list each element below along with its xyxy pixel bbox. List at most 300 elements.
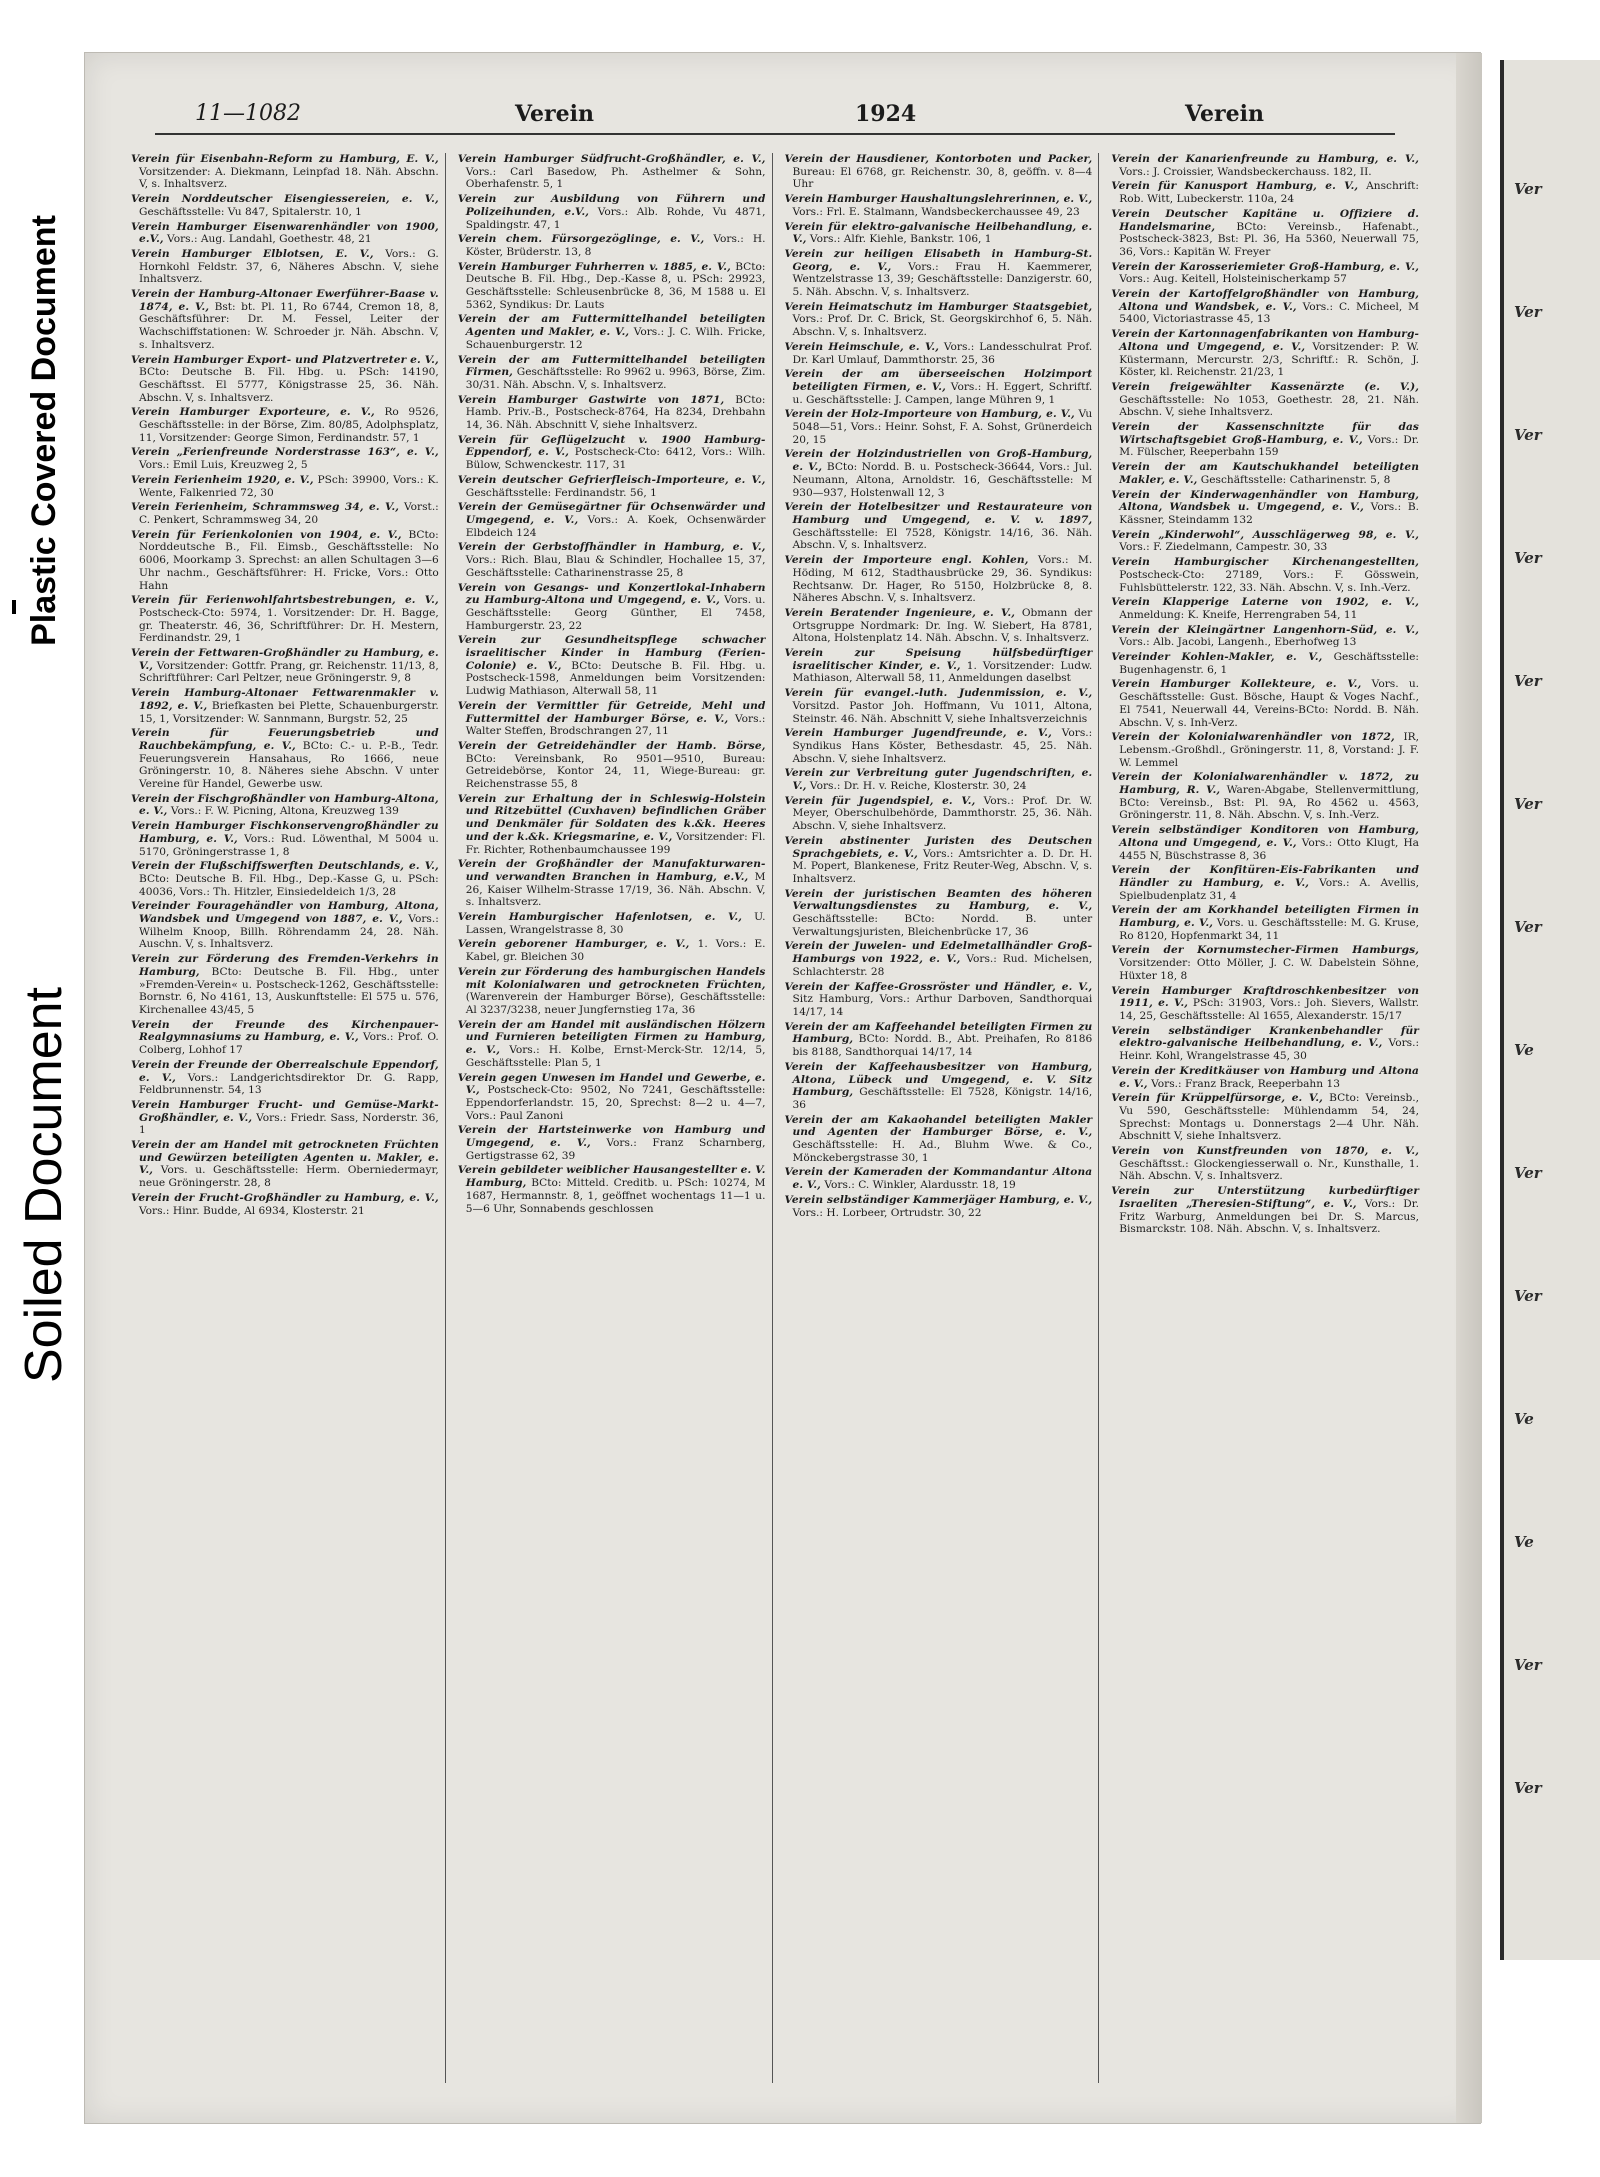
directory-entry: [785, 341, 1093, 366]
page-number: 11—1082: [195, 101, 301, 126]
entry-name: Verein der Kartonnagenfabrikanten von Hamburg-Altona und Umgegend, e. V.,: [1111, 328, 1419, 353]
entry-details: Vorsitzender: P. W. Küstermann, Mercurstr. 2/3, Schriftf.: R. Schön, J. Köster, kl. Reichenstr. 21/23, 1: [1119, 340, 1419, 379]
entry-name: Verein der Kanarienfreunde zu Hamburg, e. V.,: [1111, 153, 1419, 165]
entry-details: BCto: Deutsche B. Fil. Hbg., Dep.-Kasse 8, u. PSch: 29923, Geschäftsstelle: Schleusenbrücke 8, 36, M 1588 u. El 5362, Syndikus: Dr. Lauts: [465, 260, 766, 311]
entry-details: Vors.: H. Köster, Brüderstr. 13, 8: [465, 233, 766, 258]
directory-entry: [785, 727, 1093, 765]
entry-details: PSch: 39900, Vors.: K. Wente, Falkenried 72, 30: [139, 473, 439, 499]
entry-name: Verein zur Gesundheitspflege schwacher israelitischer Kinder in Hamburg (Ferien-Colonie) e. V.,: [457, 634, 766, 672]
entry-name: Verein der Kolonialwarenhändler von 1872,: [1111, 731, 1395, 744]
entry-details: Vors.: Prof. O. Colberg, Lohhof 17: [139, 1031, 439, 1057]
entry-details: Vorsitzender: Gottfr. Prang, gr. Reichenstr. 11/13, 8, Schriftführer: Carl Peltzer, neue Gröningerstr. 9, 8: [139, 659, 439, 685]
entry-name: Verein der am Kaffeehandel beteiligten Firmen zu Hamburg,: [784, 1020, 1093, 1046]
directory-entry: [131, 406, 439, 444]
entry-details: Vors.: B. Kässner, Steindamm 132: [1119, 501, 1419, 526]
entry-name: Verein „Kinderwohl“, Ausschlägerweg 98, e. V.,: [1111, 528, 1419, 541]
adjacent-page-fragment: Ver: [1514, 1656, 1542, 1674]
directory-entry: [131, 1099, 439, 1137]
entry-name: Verein Heimatschutz im Hamburger Staatsgebiet,: [784, 300, 1093, 313]
entry-name: Verein Hamburger Eisenwarenhändler von 1900, e.V.,: [131, 220, 439, 246]
entry-details: Waren-Abgabe, Stellenvermittlung, BCto: Vereinsb., Bst: Pl. 9A, Ro 4562 u. 4563, Gröningerstr. 11, 8. Näh. Abschn. V, s. Inh.-Verz.: [1119, 784, 1420, 822]
adjacent-page-edge: [1500, 60, 1600, 1960]
plastic-covered-label: [0, 150, 88, 710]
entry-details: Vors. u. Geschäftsstelle: Gust. Bösche, Haupt & Voges Nachf., El 7541, Neuerwall 44, Vereins-BCto: Nordd. B. Näh. Abschn. V, s. Inh-Verz.: [1119, 678, 1420, 729]
directory-entry: [785, 940, 1093, 978]
entry-name: Verein der Vermittler für Getreide, Mehl und Futtermittel der Hamburger Börse, e. V.,: [457, 699, 766, 725]
entry-name: Verein chem. Fürsorgezöglinge, e. V.,: [457, 233, 705, 246]
directory-entry: [131, 1192, 439, 1217]
entry-name: Verein zur heiligen Elisabeth in Hamburg-St. Georg, e. V.,: [784, 247, 1093, 273]
entry-details: Geschäftsstelle: H. Ad., Bluhm Wwe. & Co., Mönckebergstrasse 30, 1: [792, 1139, 1093, 1164]
entry-name: Verein Beratender Ingenieure, e. V.,: [784, 606, 1016, 619]
entry-name: Verein Hamburgischer Hafenlotsen, e. V.,: [457, 911, 743, 924]
directory-entry: [458, 354, 766, 392]
entry-details: M 26, Kaiser Wilhelm-Strasse 17/19, 36. Näh. Abschn. V, s. Inhaltsverz.: [465, 870, 766, 909]
entry-name: Verein Hamburger Haushaltungslehrerinnen, e. V.,: [784, 193, 1093, 206]
entry-details: Vors.: Alfr. Kiehle, Bankstr. 106, 1: [809, 233, 992, 246]
entry-details: Postscheck-Cto: 9502, No 7241, Geschäftsstelle: Eppendorferlandstr. 15, 20, Sprechst: 8—2 u. 4—7, Vors.: Paul Zanoni: [465, 1084, 766, 1122]
adjacent-page-fragment: Ve: [1514, 1410, 1534, 1428]
entry-details: Vors.: Rud. Löwenthal, M 5004 u. 5170, Gröningerstrasse 1, 8: [139, 832, 439, 858]
entry-details: BCto: Hamb. Priv.-B., Postscheck-8764, Ha 8234, Drehbahn 14, 36. Näh. Abschnitt V, siehe Inhaltsverz.: [465, 393, 766, 432]
entry-name: Verein Heimschule, e. V.,: [784, 340, 939, 353]
entry-details: BCto: Vereinsb., Vu 590, Geschäftsstelle: Mühlendamm 54, 24, Sprechst: Montags u. Donnerstags 2—4 Uhr. Näh. Abschnitt V, siehe Inhaltsverz.: [1119, 1092, 1419, 1143]
directory-entry: [458, 911, 766, 936]
entry-name: Verein der Hotelbesitzer und Restaurateure von Hamburg und Umgegend, e. V. v. 1897,: [784, 501, 1093, 526]
directory-entry: [785, 368, 1093, 406]
entry-name: Verein Hamburger Frucht- und Gemüse-Markt-Großhändler, e. V.,: [131, 1098, 439, 1124]
directory-entry: [785, 1194, 1093, 1219]
entry-details: Geschäftsstelle: BCto: Nordd. B. unter Verwaltungsjuristen, Bleichenbrücke 17, 36: [792, 913, 1093, 938]
directory-entry: [785, 1021, 1093, 1059]
entry-name: Verein der Hausdiener, Kontorboten und Packer,: [784, 153, 1093, 165]
directory-entry: [1111, 381, 1419, 419]
directory-entry: [458, 1124, 766, 1162]
directory-entry: [1111, 421, 1419, 459]
entry-name: Verein der am Handel mit getrockneten Früchten und Gewürzen beteiligten Agenten u. Makler, e. V.,: [131, 1139, 439, 1177]
directory-entry: [785, 554, 1093, 605]
entry-details: Bst: bt. Pl. 11, Ro 6744, Cremon 18, 8, Geschäftsführer: Dr. M. Fessel, Leiter der Wachschiffstationen: W. Schroeder jr. Näh. Abschn. V, s. Inhaltsverz.: [139, 300, 439, 351]
entry-details: Vors.: Frl. E. Stalmann, Wandsbeckerchaussee 49, 23: [792, 205, 1080, 218]
entry-name: Verein „Ferienfreunde Norderstrasse 163“, e. V.,: [131, 446, 439, 459]
entry-name: Verein gegen Unwesen im Handel und Gewerbe, e. V.,: [457, 1071, 766, 1097]
entry-name: Verein der Frucht-Großhändler zu Hamburg, e. V.,: [131, 1191, 439, 1204]
entry-name: Vereinder Fouragehändler von Hamburg, Altona, Wandsbek und Umgegend von 1887, e. V.,: [131, 900, 439, 926]
directory-entry: [131, 248, 439, 286]
directory-entry: [458, 1072, 766, 1123]
entry-name: Verein selbständiger Krankenbehandler für elektro-galvanische Heilbehandlung, e. V.,: [1111, 1024, 1419, 1050]
entry-name: Verein Hamburger Export- und Platzvertreter e. V.,: [131, 353, 439, 366]
directory-entry: [1111, 1092, 1419, 1143]
entry-name: Verein der Kaffeehausbesitzer von Hamburg, Altona, Lübeck und Umgegend, e. V. Sitz Hamburg,: [784, 1060, 1093, 1099]
header-year: 1924: [855, 101, 917, 127]
entry-name: Verein der Konfitüren-Eis-Fabrikanten und Händler zu Hamburg, e. V.,: [1111, 864, 1419, 889]
entry-name: Verein der Holz-Importeure von Hamburg, e. V.,: [784, 408, 1075, 421]
entry-name: Verein Hamburger Fuhrherren v. 1885, e. V.,: [457, 260, 731, 273]
entry-details: Postscheck-Cto: 6412, Vors.: Wilh. Bülow, Schwenckestr. 117, 31: [465, 446, 766, 472]
entry-details: Vors.: Aug. Landahl, Goethestr. 48, 21: [167, 233, 372, 246]
directory-entry: [785, 501, 1093, 552]
soiled-document-text: Soiled Document: [15, 987, 73, 1383]
entry-name: Verein der am Futtermittelhandel beteiligten Agenten und Makler, e. V.,: [457, 313, 766, 339]
entry-name: Verein selbständiger Kammerjäger Hamburg, e. V.,: [784, 1193, 1093, 1206]
directory-columns: [125, 153, 1425, 2083]
directory-entry: [458, 153, 766, 191]
directory-entry: [458, 938, 766, 963]
entry-name: Verein zur Förderung des hamburgischen Handels mit Kolonialwaren und getrockneten Früchten,: [457, 965, 766, 991]
entry-name: Verein der am Kakaohandel beteiligten Makler und Agenten der Hamburger Börse, e. V.,: [784, 1113, 1093, 1139]
entry-name: Verein selbständiger Konditoren von Hamburg, Altona und Umgegend, e. V.,: [1111, 824, 1419, 849]
entry-name: Verein für Geflügelzucht v. 1900 Hamburg-Eppendorf, e. V.,: [457, 433, 766, 459]
directory-entry: [458, 193, 766, 231]
entry-details: Vors.: Franz Brack, Reeperbahn 13: [1151, 1077, 1340, 1090]
entry-details: Vorst.: C. Penkert, Schrammsweg 34, 20: [139, 501, 439, 526]
entry-name: Verein der Freunde der Oberrealschule Eppendorf, e. V.,: [131, 1058, 439, 1084]
directory-entry: [131, 1059, 439, 1097]
directory-entry: [131, 354, 439, 405]
entry-name: Verein Hamburg-Altonaer Fettwarenmakler v. 1892, e. V.,: [131, 687, 439, 712]
entry-details: BCto: Norddeutsche B., Fil. Eimsb., Geschäftsstelle: No 6006, Moorkamp 3. Sprechst: an allen Schultagen 3—6 Uhr nachm., Geschäftsführer: H. Fricke, Vors.: Otto Hahn: [139, 528, 439, 592]
entry-details: Vors.: Dr. M. Fülscher, Reeperbahn 159: [1119, 433, 1419, 459]
entry-details: IR, Lebensm.-Großhdl., Gröningerstr. 11, 8, Vorstand: J. F. W. Lemmel: [1119, 731, 1419, 769]
directory-entry: [785, 647, 1093, 685]
entry-details: Vors.: Wilhelm Knoop, Billh. Röhrendamm 24, 28. Näh. Auschn. V, s. Inhaltsverz.: [139, 913, 439, 951]
entry-details: Vors.: Walter Steffen, Brodschrangen 27, 11: [465, 712, 766, 738]
directory-entry: [1111, 180, 1419, 205]
directory-entry: [1111, 529, 1419, 554]
directory-entry: [1111, 651, 1419, 676]
entry-details: 1. Vorsitzender: Ludw. Mathiason, Alterwall 58, 11, Anmeldungen daselbst: [792, 659, 1093, 685]
directory-entry: [1111, 771, 1419, 822]
entry-details: Vorsitzd. Pastor Joh. Hoffmann, Vu 1011, Altona, Steinstr. 46. Näh. Abschnitt V, siehe Inhaltsverzeichnis: [792, 699, 1093, 725]
directory-entry: [785, 981, 1093, 1019]
directory-entry: [1111, 1025, 1419, 1063]
directory-entry: [458, 233, 766, 258]
directory-entry: [131, 900, 439, 951]
entry-details: Vors.: C. Winkler, Alardusstr. 18, 19: [824, 1179, 1016, 1192]
entry-name: Verein der Freunde des Kirchenpauer-Realgymnasiums zu Hamburg, e. V.,: [131, 1018, 439, 1044]
header-left-word: Verein: [515, 101, 594, 127]
adjacent-page-fragment: Ver: [1514, 672, 1542, 690]
directory-entry: [1111, 288, 1419, 326]
directory-entry: [785, 1061, 1093, 1112]
entry-details: Ro 9526, Geschäftsstelle: in der Börse, Zim. 80/85, Adolphsplatz, 11, Vorsitzender: George Simon, Ferdinandstr. 57, 1: [139, 406, 439, 444]
directory-entry: [1111, 153, 1419, 178]
entry-details: Vors.: Alb. Jacobi, Langenh., Eberhofweg 13: [1119, 636, 1357, 649]
entry-name: Verein zur Speisung hülfsbedürftiger israelitischer Kinder, e. V.,: [784, 647, 1093, 672]
entry-details: Vors.: H. Kolbe, Ernst-Merck-Str. 12/14, 5, Geschäftsstelle: Plan 5, 1: [465, 1044, 766, 1069]
entry-details: BCto: Nordd. B., Abt. Preihafen, Ro 8186 bis 8188, Sandthorquai 14/17, 14: [792, 1033, 1093, 1059]
entry-details: Anmeldung: K. Kneife, Herrengraben 54, 11: [1119, 608, 1358, 621]
entry-name: Verein der Kreditkäuser von Hamburg und Altona e. V.,: [1111, 1064, 1419, 1090]
entry-details: PSch: 31903, Vors.: Joh. Sievers, Wallstr. 14, 25, Geschäftsstelle: Al 1655, Alexanderstr. 15/17: [1119, 997, 1420, 1022]
directory-entry: [1111, 824, 1419, 862]
directory-entry: [1111, 596, 1419, 621]
entry-name: Verein der Importeure engl. Kohlen,: [784, 554, 1029, 567]
entry-details: Vors.: Friedr. Sass, Norderstr. 36, 1: [139, 1111, 439, 1137]
entry-name: Verein Ferienheim 1920, e. V.,: [131, 473, 314, 486]
entry-name: Verein Hamburger Elblotsen, E. V.,: [131, 247, 374, 260]
directory-entry: [458, 966, 766, 1017]
directory-entry: [458, 501, 766, 539]
directory-entry: [458, 858, 766, 909]
directory-entry: [1111, 944, 1419, 982]
directory-entry: [131, 193, 439, 218]
entry-details: Vors.: Landgerichtsdirektor Dr. G. Rapp, Feldbrunnenstr. 54, 13: [139, 1071, 439, 1097]
adjacent-page-fragment: Ver: [1514, 1287, 1542, 1305]
soiled-document-label: [0, 760, 88, 1610]
directory-entry: [458, 474, 766, 499]
directory-entry: [458, 434, 766, 472]
adjacent-page-fragment: Ver: [1514, 795, 1542, 813]
entry-details: Sitz Hamburg, Vors.: Arthur Darboven, Sandthorquai 14/17, 14: [792, 993, 1093, 1018]
entry-name: Verein zur Unterstützung kurbedürftiger Israeliten „Theresien-Stiftung“, e. V.,: [1111, 1185, 1419, 1210]
entry-details: Vors.: Prof. Dr. W. Meyer, Oberschulbehörde, Dammthorstr. 25, 36. Näh. Abschn. V, siehe Inhaltsverz.: [792, 794, 1093, 833]
directory-entry: [458, 740, 766, 791]
entry-details: Vorsitzender: Otto Möller, J. C. W. Dabelstein Söhne, Hüxter 18, 8: [1119, 957, 1419, 982]
entry-details: (Warenverein der Hamburger Börse), Geschäftsstelle: Al 3237/3238, neuer Jungfernstieg 17a, 36: [465, 991, 766, 1016]
entry-name: Verein der am überseeischen Holzimport beteiligten Firmen, e. V.,: [784, 368, 1093, 393]
entry-name: Verein freigewählter Kassenärzte (e. V.),: [1111, 380, 1419, 393]
entry-details: Vors.: Prof. Dr. C. Brick, St. Georgskirchhof 6, 5. Näh. Abschn. V, s. Inhaltsverz.: [792, 313, 1093, 339]
directory-entry: [785, 301, 1093, 339]
entry-name: Verein der Holzindustriellen von Groß-Hamburg, e. V.,: [784, 448, 1093, 474]
entry-name: Verein der juristischen Beamten des höheren Verwaltungsdienstes zu Hamburg, e. V.,: [784, 887, 1093, 913]
entry-details: Vors.: Emil Luis, Kreuzweg 2, 5: [139, 459, 308, 472]
directory-entry: [131, 529, 439, 593]
adjacent-page-fragment: Ver: [1514, 303, 1542, 321]
entry-name: Verein für Jugendspiel, e. V.,: [784, 794, 976, 807]
entry-name: Verein zur Verbreitung guter Jugendschriften, e. V.,: [784, 767, 1093, 793]
plastic-covered-text: Plastic Covered Document: [24, 214, 63, 646]
directory-entry: [131, 860, 439, 898]
entry-details: Vors.: Syndikus Hans Köster, Bethesdastr. 45, 25. Näh. Abschn. V, siehe Inhaltsverz.: [792, 727, 1093, 765]
directory-entry: [1111, 556, 1419, 594]
entry-name: Verein Hamburger Kollekteure, e. V.,: [1111, 678, 1362, 691]
entry-details: Bureau: El 6768, gr. Reichenstr. 30, 8, geöffn. v. 8—4 Uhr: [792, 165, 1093, 191]
entry-name: Verein der Karosseriemieter Groß-Hamburg, e. V.,: [1111, 260, 1419, 273]
entry-name: Verein abstinenter Juristen des Deutschen Sprachgebiets, e. V.,: [784, 834, 1093, 860]
entry-details: Postscheck-Cto: 27189, Vors.: F. Gösswein, Fuhlsbüttelerstr. 122, 33. Näh. Abschn. V, s. Inh.-Verz.: [1119, 568, 1419, 594]
entry-details: Anschrift: Rob. Witt, Lubeckerstr. 110a, 24: [1119, 180, 1419, 206]
directory-entry: [458, 261, 766, 312]
directory-entry: [1111, 489, 1419, 527]
directory-entry: [1111, 261, 1419, 286]
entry-details: Vors.: Landesschulrat Prof. Dr. Karl Umlauf, Dammthorstr. 25, 36: [792, 340, 1093, 366]
directory-entry: [785, 221, 1093, 246]
entry-details: Vors.: A. Avellis, Spielbudenplatz 31, 4: [1119, 876, 1419, 902]
entry-name: Verein der Kinderwagenhändler von Hamburg, Altona, Wandsbek u. Umgegend, e. V.,: [1111, 488, 1419, 514]
directory-entry: [785, 1166, 1093, 1191]
entry-details: Vors.: H. Eggert, Schriftf. u. Geschäftsstelle: J. Campen, lange Mühren 9, 1: [792, 380, 1093, 406]
entry-name: Verein für Eisenbahn-Reform zu Hamburg, E. V.,: [131, 153, 439, 165]
entry-details: Geschäftsstelle: Vu 847, Spitalerstr. 10, 1: [139, 205, 362, 218]
entry-details: Vu 5048—51, Vors.: Heinr. Sohst, F. A. Sohst, Grünerdeich 20, 15: [792, 408, 1093, 446]
entry-name: Verein der am Korkhandel beteiligten Firmen in Hamburg, e. V.,: [1111, 904, 1419, 930]
directory-entry: [131, 153, 439, 191]
page-fold-shadow: [1456, 53, 1482, 2123]
adjacent-page-fragment: Ver: [1514, 1779, 1542, 1797]
entry-details: Geschäftsstelle: El 7528, Königstr. 14/16, 36: [792, 1086, 1093, 1111]
entry-details: Vors.: Frau H. Kaemmerer, Wentzelstrasse 13, 39; Geschäftsstelle: Danzigerstr. 60, 5. Näh. Abschn. V, s. Inhaltsverz.: [792, 260, 1093, 299]
entry-details: Vors.: Dr. Fritz Warburg, Anmeldungen bei Dr. S. Marcus, Bismarckstr. 108. Näh. Abschn. V, s. Inhaltsverz.: [1119, 1197, 1419, 1236]
entry-details: Vors.: Otto Klugt, Ha 4455 N, Büschstrasse 8, 36: [1119, 836, 1420, 862]
entry-name: Verein von Gesangs- und Konzertlokal-Inhabern zu Hamburg-Altona und Umgegend, e. V.,: [457, 581, 766, 607]
directory-entry: [785, 193, 1093, 218]
entry-details: Vors.: Rud. Michelsen, Schlachterstr. 28: [792, 953, 1093, 978]
entry-name: Verein der Gemüsegärtner für Ochsenwärder und Umgegend, e. V.,: [457, 501, 766, 526]
entry-details: BCto: Deutsche B. Fil. Hbg. u. Postscheck-1598, Anmeldungen beim Vorsitzenden: Ludwig Mathiason, Alterwall 58, 11: [465, 659, 766, 698]
entry-name: Verein gebildeter weiblicher Hausangestellter e. V. Hamburg,: [457, 1164, 766, 1190]
directory-entry: [131, 474, 439, 499]
entry-details: Vors.: M. Höding, M 612, Stadthausbrücke 29, 36. Syndikus: Rechtsanw. Dr. Hager, Ro 5150, Holzbrücke 8, 8. Näheres Abschn. V, s. Inhaltsverz.: [792, 554, 1093, 605]
entry-name: Verein zur Förderung des Fremden-Verkehrs in Hamburg,: [131, 953, 439, 978]
entry-details: Vors.: Franz Scharnberg, Gertigstrasse 62, 39: [465, 1137, 766, 1162]
entry-name: Verein der am Kautschukhandel beteiligten Makler, e. V.,: [1111, 461, 1419, 486]
entry-details: Vors.: Carl Basedow, Ph. Asthelmer & Sohn, Oberhafenstr. 5, 1: [465, 165, 766, 191]
entry-details: Vors.: Aug. Keitell, Holsteinischerkamp 57: [1119, 273, 1347, 286]
directory-entry: [131, 687, 439, 725]
entry-name: Verein Norddeutscher Eisengiessereien, e. V.,: [131, 193, 439, 206]
entry-name: Verein der Getreidehändler der Hamb. Börse,: [457, 739, 766, 752]
directory-entry: [1111, 461, 1419, 486]
entry-details: Vors. u. Geschäftsstelle: Herm. Oberniedermayr, neue Gröningerstr. 28, 8: [139, 1164, 439, 1190]
adjacent-page-fragment: Ve: [1514, 1041, 1534, 1059]
entry-details: Vors.: Amtsrichter a. D. Dr. H. M. Popert, Blankenese, Fritz Reuter-Weg, Abschn. V, s. Inhaltsverz.: [792, 847, 1093, 885]
directory-entry: [458, 394, 766, 432]
directory-entry: [785, 408, 1093, 446]
entry-name: Verein der am Futtermittelhandel beteiligten Firmen,: [457, 353, 766, 379]
entry-details: Vors.: C. Micheel, M 5400, Victoriastrasse 45, 13: [1119, 300, 1419, 326]
directory-entry: [785, 1114, 1093, 1165]
entry-name: Vereinder Kohlen-Makler, e. V.,: [1111, 651, 1323, 664]
entry-details: Briefkasten bei Plette, Schauenburgerstr. 15, 1, Vorsitzender: W. Sannmann, Burgstr. 52, 25: [139, 699, 439, 725]
directory-entry: [458, 793, 766, 857]
directory-entry: [131, 501, 439, 526]
directory-entry: [458, 1019, 766, 1070]
entry-name: Verein der Kameraden der Kommandantur Altona e. V.,: [784, 1166, 1093, 1192]
entry-details: BCto: C.- u. P.-B., Tedr. Feuerungsverein Hansahaus, Ro 1666, neue Gröningerstr. 10, 8. Näheres siehe Abschn. V unter Vereine für Handel, Gewerbe usw.: [139, 739, 439, 791]
directory-entry: [131, 727, 439, 791]
entry-name: Verein der Kolonialwarenhändler v. 1872, zu Hamburg, R. V.,: [1111, 771, 1419, 797]
entry-name: Verein Hamburgischer Kirchenangestellten,: [1111, 556, 1419, 569]
entry-details: Vors.: J. Croissier, Wandsbeckerchauss. 182, II.: [1119, 165, 1372, 178]
entry-details: Geschäftsstelle: No 1053, Goethestr. 28, 21. Näh. Abschn. V, siehe Inhaltsverz.: [1119, 393, 1419, 419]
entry-details: Geschäftsstelle: El 7528, Königstr. 14/16, 36. Näh. Abschn. V, s. Inhaltsverz.: [792, 526, 1093, 552]
entry-name: Verein für elektro-galvanische Heilbehandlung, e. V.,: [784, 220, 1093, 246]
entry-details: Geschäftsstelle: Ro 9962 u. 9963, Börse, Zim. 30/31. Näh. Abschn. V, s. Inhaltsverz.: [465, 366, 766, 391]
entry-details: Vors.: Hinr. Budde, Al 6934, Klosterstr. 21: [139, 1204, 365, 1217]
entry-details: Vors.: Heinr. Kohl, Wrangelstrasse 45, 30: [1119, 1037, 1420, 1063]
entry-name: Verein der Hartsteinwerke von Hamburg und Umgegend, e. V.,: [457, 1124, 766, 1150]
adjacent-page-fragment: Ver: [1514, 549, 1542, 567]
entry-name: Verein für Feuerungsbetrieb und Rauchbekämpfung, e. V.,: [131, 727, 439, 752]
entry-details: 1. Vors.: E. Kabel, gr. Bleichen 30: [465, 938, 766, 964]
entry-name: Verein Hamburger Jugendfreunde, e. V.,: [784, 727, 1052, 740]
entry-details: Vors. u. Geschäftsstelle: M. G. Kruse, Ro 8120, Hopfenmarkt 34, 11: [1119, 917, 1419, 942]
adjacent-page-fragment: Ver: [1514, 180, 1542, 198]
entry-details: Vorsitzender: A. Diekmann, Leinpfad 18. Näh. Abschn. V, s. Inhaltsverz.: [139, 165, 439, 191]
directory-entry: [458, 582, 766, 633]
directory-entry: [131, 446, 439, 471]
directory-entry: [1111, 328, 1419, 379]
adjacent-page-fragment: Ver: [1514, 918, 1542, 936]
entry-name: Verein Hamburger Kraftdroschkenbesitzer von 1911, e. V.,: [1111, 984, 1419, 1010]
directory-entry: [785, 448, 1093, 499]
directory-entry: [785, 687, 1093, 725]
directory-entry: [1111, 985, 1419, 1023]
directory-entry: [458, 313, 766, 351]
entry-name: Verein der Flußschiffswerften Deutschlands, e. V.,: [131, 860, 439, 873]
entry-name: Verein Ferienheim, Schrammsweg 34, e. V.,: [131, 501, 400, 514]
entry-name: Verein zur Ausbildung von Führern und Polizeihunden, e.V.,: [457, 193, 766, 218]
directory-entry: [1111, 678, 1419, 729]
entry-details: Vors.: F. W. Picning, Altona, Kreuzweg 139: [170, 805, 399, 818]
entry-details: Vors.: F. Ziedelmann, Campestr. 30, 33: [1119, 541, 1328, 554]
entry-name: Verein der Kleingärtner Langenhorn-Süd, e. V.,: [1111, 623, 1419, 636]
entry-name: Verein deutscher Gefrierfleisch-Importeure, e. V.,: [457, 473, 766, 486]
directory-entry: [1111, 904, 1419, 942]
entry-details: Vors.: Dr. H. v. Reiche, Klosterstr. 30, 24: [809, 780, 1027, 793]
entry-name: Verein der Kassenschnitzte für das Wirtschaftsgebiet Groß-Hamburg, e. V.,: [1111, 421, 1419, 446]
entry-name: Verein der Fischgroßhändler von Hamburg-Altona, e. V.,: [131, 792, 439, 818]
entry-details: Vors. u. Geschäftsstelle: Georg Günther, El 7458, Hamburgerstr. 23, 22: [465, 594, 766, 632]
directory-entry: [458, 1164, 766, 1215]
entry-name: Verein Hamburger Südfrucht-Großhändler, e. V.,: [457, 153, 766, 165]
adjacent-page-fragment: Ver: [1514, 426, 1542, 444]
entry-name: Verein der Kaffee-Grossröster und Händler, e. V.,: [784, 980, 1093, 993]
document-page: [84, 52, 1481, 2124]
entry-name: Verein der Hamburg-Altonaer Ewerführer-Baase v. 1874, e. V.,: [131, 288, 439, 313]
entry-name: Verein Klapperige Laterne von 1902, e. V.,: [1111, 596, 1419, 609]
entry-details: Vors.: H. Lorbeer, Ortrudstr. 30, 22: [792, 1206, 982, 1219]
entry-name: Verein der Fettwaren-Großhändler zu Hamburg, e. V.,: [131, 647, 439, 672]
entry-name: Verein Deutscher Kapitäne u. Offiziere d. Handelsmarine,: [1111, 207, 1419, 233]
entry-details: BCto: Nordd. B. u. Postscheck-36644, Vors.: Jul. Neumann, Altona, Arnoldstr. 16, Geschäftsstelle: M 930—937, Holstenwall 12, 3: [792, 461, 1093, 499]
tick-mark: [12, 600, 16, 614]
entry-name: Verein Hamburger Exporteure, e. V.,: [131, 406, 375, 419]
entry-details: Vors.: G. Hornkohl Feldstr. 37, 6, Näheres Abschn. V, siehe Inhaltsverz.: [139, 247, 439, 286]
directory-entry: [785, 795, 1093, 833]
entry-details: Vors.: J. C. Wilh. Fricke, Schauenburgerstr. 12: [465, 326, 766, 351]
entry-name: Verein der Großhändler der Manufakturwaren- und verwandten Branchen in Hamburg, e.V.,: [457, 858, 766, 883]
directory-column-1: [125, 153, 446, 2083]
directory-column-2: [452, 153, 773, 2083]
entry-details: BCto: Vereinsb., Hafenabt., Postscheck-3823, Bst: Pl. 36, Ha 5360, Neuerwall 75, 36, Vors.: Kapitän W. Freyer: [1119, 220, 1419, 258]
directory-entry: [458, 700, 766, 738]
entry-name: Verein zur Erhaltung der in Schleswig-Holstein und Ritzebüttel (Cuxhaven) befindlichen Gräber und Denkmäler für Soldaten des k.&k. Heeres und der k.&k. Kriegsmarine, e. V.,: [457, 792, 766, 843]
directory-entry: [785, 888, 1093, 939]
directory-entry: [131, 594, 439, 645]
directory-entry: [1111, 1065, 1419, 1090]
entry-name: Verein Hamburger Gastwirte von 1871,: [457, 393, 725, 406]
directory-entry: [131, 953, 439, 1017]
directory-entry: [458, 541, 766, 579]
directory-column-4: [1105, 153, 1425, 2083]
directory-entry: [1111, 864, 1419, 902]
entry-name: Verein für evangel.-luth. Judenmission, e. V.,: [784, 687, 1093, 700]
entry-details: Geschäftsstelle: Bugenhagenstr. 6, 1: [1119, 651, 1419, 676]
entry-details: Geschäftsstelle: Catharinenstr. 5, 8: [1200, 473, 1391, 486]
entry-name: Verein von Kunstfreunden von 1870, e. V.,: [1111, 1145, 1419, 1158]
entry-details: Geschäftsst.: Glockengiesserwall o. Nr., Kunsthalle, 1. Näh. Abschn. V, s. Inhaltsverz.: [1119, 1157, 1419, 1183]
header-right-word: Verein: [1185, 101, 1264, 127]
entry-details: Vors.: A. Koek, Ochsenwärder Elbdeich 124: [465, 513, 766, 539]
directory-entry: [785, 607, 1093, 645]
directory-entry: [1111, 731, 1419, 769]
directory-entry: [1111, 624, 1419, 649]
entry-details: BCto: Deutsche B. Fil. Hbg. u. PSch: 14190, Geschäftsst. El 5777, Königstrasse 25, 36. Näh. Abschn. V, s. Inhaltsverz.: [139, 366, 439, 404]
